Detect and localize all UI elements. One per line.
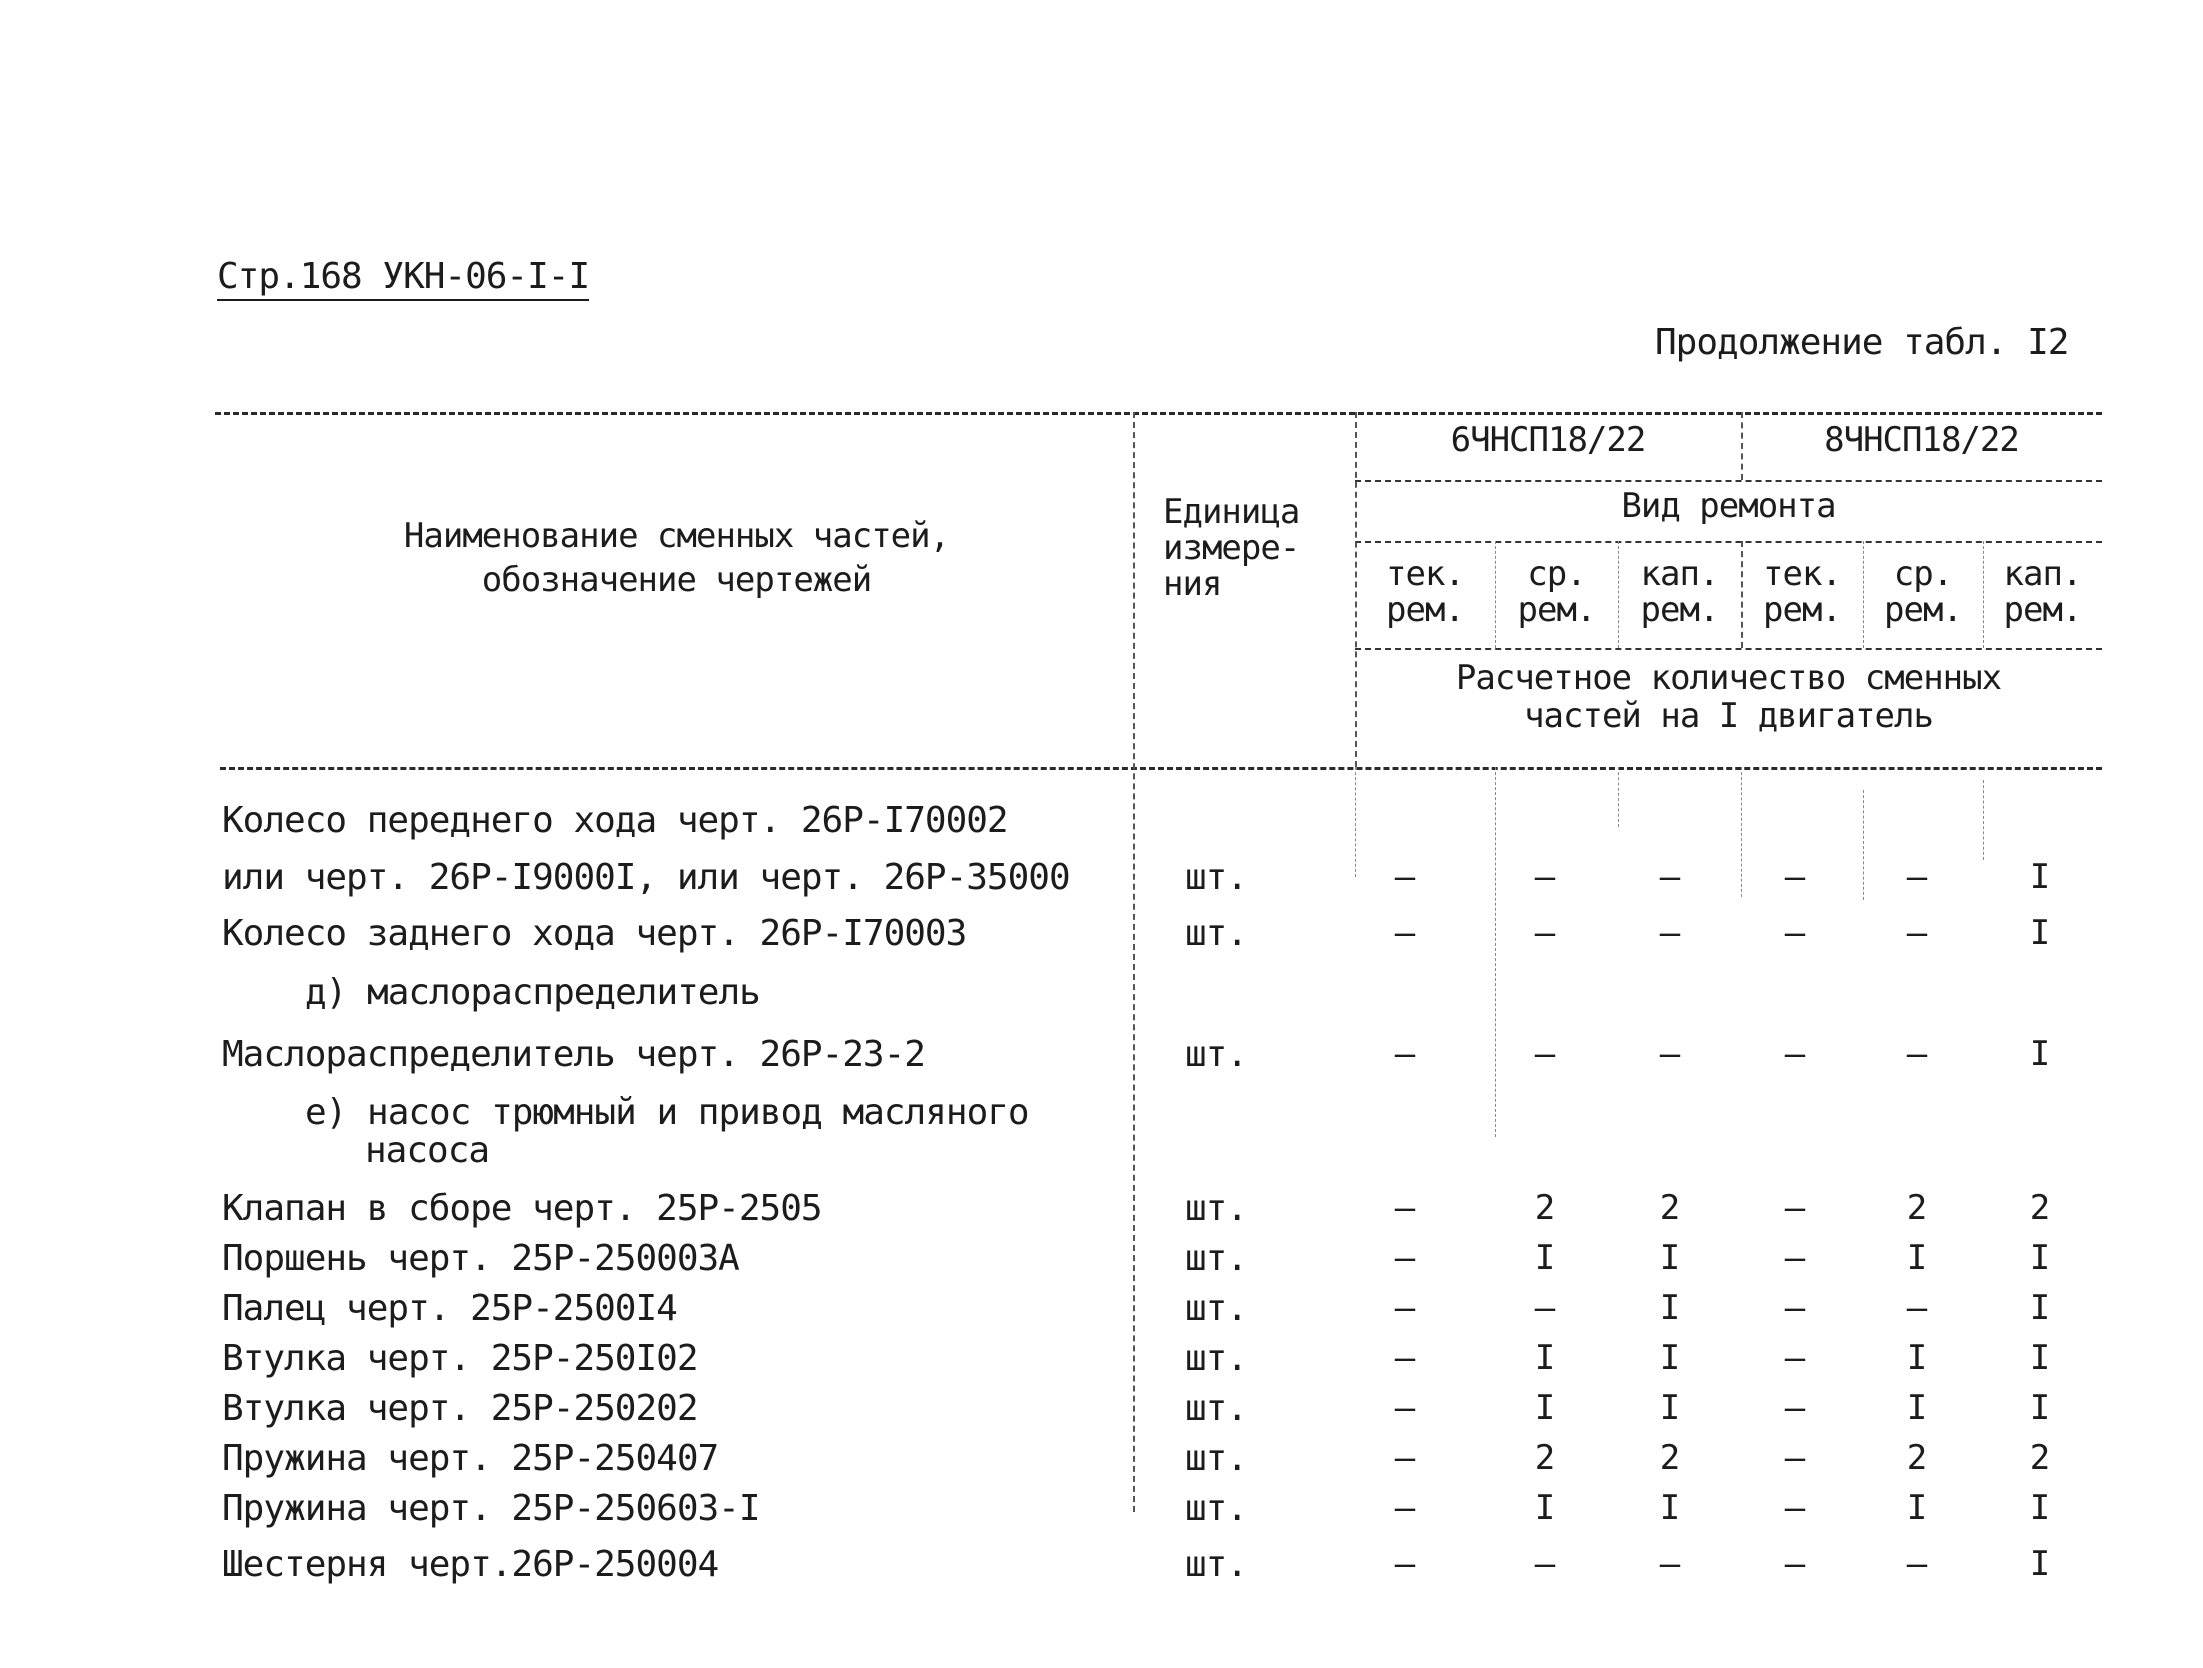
- row-10-value-6: I: [2029, 1288, 2051, 1328]
- subcol-4-line1: тек.: [1763, 554, 1841, 594]
- row-3-unit: шт.: [1185, 913, 1248, 954]
- row-9-value-6: I: [2029, 1238, 2051, 1278]
- row-11-name: Втулка черт. 25Р-250I02: [222, 1338, 698, 1379]
- body-divider-4: [1863, 790, 1864, 900]
- subcol-1-line2: рем.: [1386, 590, 1464, 630]
- row-2-value-5: –: [1906, 857, 1928, 897]
- row-11-value-4: –: [1784, 1338, 1806, 1378]
- name-unit-divider: [1133, 412, 1135, 1512]
- row-5-value-4: –: [1784, 1034, 1806, 1074]
- row-10-value-4: –: [1784, 1288, 1806, 1328]
- subcol-3-header: [1618, 556, 1741, 628]
- subcol-6-line1: кап.: [2003, 554, 2082, 594]
- values-divider-body: [1355, 767, 1356, 877]
- row-3-value-1: –: [1394, 913, 1416, 953]
- row-8-value-2: 2: [1534, 1188, 1556, 1228]
- row-14-value-4: –: [1784, 1488, 1806, 1528]
- subcol-4-line2: рем.: [1763, 590, 1841, 630]
- row-12-value-2: I: [1534, 1388, 1556, 1428]
- row-10-value-2: –: [1534, 1288, 1556, 1328]
- row-8-value-4: –: [1784, 1188, 1806, 1228]
- col-name-header-line1: Наименование сменных частей,: [403, 516, 950, 556]
- row-11-value-5: I: [1906, 1338, 1928, 1378]
- body-divider-3: [1741, 767, 1742, 897]
- row-5-value-3: –: [1659, 1034, 1681, 1074]
- row-12-value-5: I: [1906, 1388, 1928, 1428]
- row-13-value-1: –: [1394, 1438, 1416, 1478]
- row-9-value-4: –: [1784, 1238, 1806, 1278]
- row-13-name: Пружина черт. 25Р-250407: [222, 1438, 719, 1479]
- row-3-value-2: –: [1534, 913, 1556, 953]
- row-8-name: Клапан в сборе черт. 25Р-2505: [222, 1188, 822, 1229]
- row-13-value-5: 2: [1906, 1438, 1928, 1478]
- col-unit-header: [1163, 494, 1299, 602]
- row-10-name: Палец черт. 25Р-2500I4: [222, 1288, 677, 1329]
- calc-quantity-header: [1355, 659, 2102, 735]
- subcol-rule: [1355, 648, 2102, 650]
- row-9-value-1: –: [1394, 1238, 1416, 1278]
- row-2-value-1: –: [1394, 857, 1416, 897]
- row-5-value-2: –: [1534, 1034, 1556, 1074]
- row-15-value-2: –: [1534, 1544, 1556, 1584]
- row-13-value-2: 2: [1534, 1438, 1556, 1478]
- row-11-value-3: I: [1659, 1338, 1681, 1378]
- row-11-unit: шт.: [1185, 1338, 1248, 1379]
- subcol-5-line2: рем.: [1884, 590, 1962, 630]
- row-4-name: д) маслораспределитель: [305, 972, 760, 1013]
- header-bottom-rule: [220, 767, 2102, 770]
- row-7-name: насоса: [365, 1130, 490, 1171]
- row-11-value-2: I: [1534, 1338, 1556, 1378]
- row-2-value-6: I: [2029, 857, 2051, 897]
- row-3-value-3: –: [1659, 913, 1681, 953]
- engine-row-rule: [1355, 480, 2102, 482]
- subcol-2-header: [1495, 556, 1618, 628]
- row-10-value-5: –: [1906, 1288, 1928, 1328]
- row-14-value-5: I: [1906, 1488, 1928, 1528]
- row-9-value-5: I: [1906, 1238, 1928, 1278]
- subcol-6-header: [1983, 556, 2102, 628]
- row-9-unit: шт.: [1185, 1238, 1248, 1279]
- row-12-value-1: –: [1394, 1388, 1416, 1428]
- row-10-value-3: I: [1659, 1288, 1681, 1328]
- subcol-1-header: [1360, 556, 1490, 628]
- row-13-value-3: 2: [1659, 1438, 1681, 1478]
- repair-type-rule: [1355, 541, 2102, 543]
- row-2-value-2: –: [1534, 857, 1556, 897]
- row-8-value-6: 2: [2029, 1188, 2051, 1228]
- row-8-unit: шт.: [1185, 1188, 1248, 1229]
- row-11-value-6: I: [2029, 1338, 2051, 1378]
- row-15-value-4: –: [1784, 1544, 1806, 1584]
- row-3-name: Колесо заднего хода черт. 26Р-I70003: [222, 913, 967, 954]
- subcol-5-line1: ср.: [1893, 554, 1953, 594]
- body-divider-1: [1495, 767, 1496, 1137]
- engine-2-header: 8ЧНСП18/22: [1824, 420, 2019, 460]
- row-15-unit: шт.: [1185, 1544, 1248, 1585]
- row-14-name: Пружина черт. 25Р-250603-I: [222, 1488, 760, 1529]
- row-8-value-3: 2: [1659, 1188, 1681, 1228]
- row-9-value-2: I: [1534, 1238, 1556, 1278]
- col-name-header: [220, 514, 1133, 602]
- calc-quantity-line1: Расчетное количество сменных: [1455, 658, 2002, 698]
- subcol-3-line2: рем.: [1640, 590, 1719, 630]
- row-14-value-2: I: [1534, 1488, 1556, 1528]
- col-unit-header-line3: ния: [1163, 564, 1222, 604]
- subcol-6-line2: рем.: [2003, 590, 2082, 630]
- subcol-4-header: [1741, 556, 1863, 628]
- row-2-value-3: –: [1659, 857, 1681, 897]
- repair-type-header: Вид ремонта: [1621, 486, 1836, 526]
- row-8-value-5: 2: [1906, 1188, 1928, 1228]
- table-continuation-label: Продолжение табл. I2: [1655, 322, 2069, 363]
- row-5-value-5: –: [1906, 1034, 1928, 1074]
- row-15-value-3: –: [1659, 1544, 1681, 1584]
- row-10-unit: шт.: [1185, 1288, 1248, 1329]
- row-9-value-3: I: [1659, 1238, 1681, 1278]
- row-6-name: е) насос трюмный и привод масляного: [305, 1092, 1029, 1133]
- subcol-1-line1: тек.: [1386, 554, 1464, 594]
- body-divider-5: [1983, 780, 1984, 860]
- row-12-value-3: I: [1659, 1388, 1681, 1428]
- row-13-value-6: 2: [2029, 1438, 2051, 1478]
- row-11-value-1: –: [1394, 1338, 1416, 1378]
- row-12-value-6: I: [2029, 1388, 2051, 1428]
- subcol-3-line1: кап.: [1640, 554, 1719, 594]
- col-unit-header-line1: Единица: [1163, 492, 1300, 532]
- row-13-unit: шт.: [1185, 1438, 1248, 1479]
- row-10-value-1: –: [1394, 1288, 1416, 1328]
- row-12-unit: шт.: [1185, 1388, 1248, 1429]
- row-14-unit: шт.: [1185, 1488, 1248, 1529]
- row-5-value-6: I: [2029, 1034, 2051, 1074]
- subcol-2-line1: ср.: [1527, 554, 1586, 594]
- col-unit-header-line2: измере-: [1163, 528, 1300, 568]
- subcol-2-line2: рем.: [1517, 590, 1596, 630]
- row-14-value-6: I: [2029, 1488, 2051, 1528]
- subcol-5-header: [1863, 556, 1983, 628]
- row-1-name: Колесо переднего хода черт. 26Р-I70002: [222, 800, 1008, 841]
- row-14-value-1: –: [1394, 1488, 1416, 1528]
- row-5-unit: шт.: [1185, 1034, 1248, 1075]
- row-12-name: Втулка черт. 25Р-250202: [222, 1388, 698, 1429]
- engine-1-header: 6ЧНСП18/22: [1450, 420, 1646, 460]
- row-2-name: или черт. 26Р-I9000I, или черт. 26Р-35000: [222, 857, 1070, 898]
- row-5-value-1: –: [1394, 1034, 1416, 1074]
- row-3-value-4: –: [1784, 913, 1806, 953]
- row-3-value-5: –: [1906, 913, 1928, 953]
- row-9-name: Поршень черт. 25Р-250003А: [222, 1238, 739, 1279]
- row-5-name: Маслораспределитель черт. 26Р-23-2: [222, 1034, 925, 1075]
- body-divider-2: [1618, 767, 1619, 827]
- row-13-value-4: –: [1784, 1438, 1806, 1478]
- row-2-unit: шт.: [1185, 857, 1248, 898]
- col-name-header-line2: обозначение чертежей: [481, 560, 872, 600]
- row-15-value-5: –: [1906, 1544, 1928, 1584]
- row-15-value-6: I: [2029, 1544, 2051, 1584]
- row-12-value-4: –: [1784, 1388, 1806, 1428]
- row-8-value-1: –: [1394, 1188, 1416, 1228]
- row-2-value-4: –: [1784, 857, 1806, 897]
- row-3-value-6: I: [2029, 913, 2051, 953]
- row-15-name: Шестерня черт.26Р-250004: [222, 1544, 719, 1585]
- table-top-rule: [215, 412, 2102, 415]
- row-15-value-1: –: [1394, 1544, 1416, 1584]
- page-reference: Стр.168 УКН-06-I-I: [217, 256, 589, 301]
- calc-quantity-line2: частей на I двигатель: [1524, 696, 1933, 736]
- row-14-value-3: I: [1659, 1488, 1681, 1528]
